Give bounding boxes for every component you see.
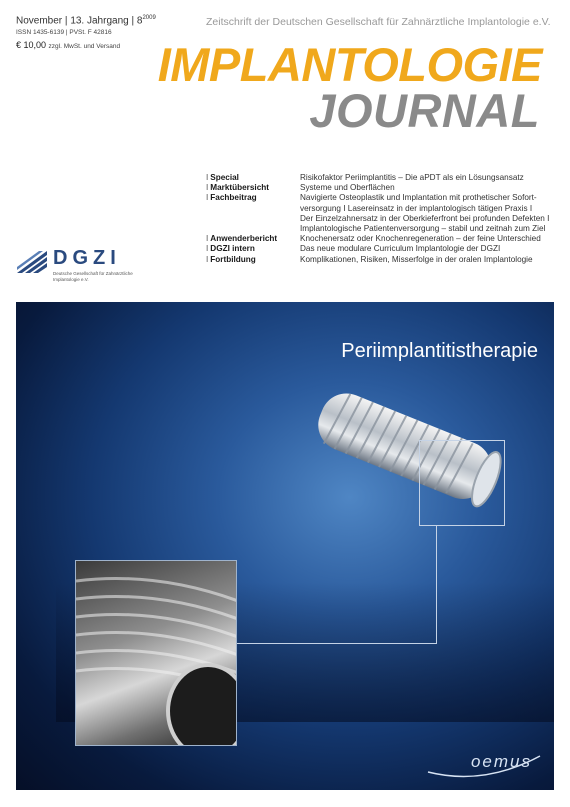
zoom-connector-vertical xyxy=(436,526,437,644)
dgzi-name: DGZI xyxy=(53,247,121,269)
publisher-logo: oemus xyxy=(470,752,532,771)
issue-number: 8 xyxy=(136,15,143,27)
issue-line: November | 13. Jahrgang | $8^{2009}$ xyxy=(16,15,156,27)
implant-thread-closeup-image xyxy=(75,560,237,746)
toc-text: Das neue modulare Curriculum Implantologie der DGZI xyxy=(300,244,501,254)
toc-category: Marktübersicht xyxy=(210,183,269,193)
issn-line: ISSN 1435-6139 | PVSt. F 42816 xyxy=(16,29,112,36)
journal-title-line1: IMPLANTOLOGIE xyxy=(157,38,542,91)
toc-category: Special xyxy=(210,173,239,182)
cover-photo xyxy=(16,302,554,790)
toc-text: Risikofaktor Periimplantitis – Die aPDT als ein Lösungsansatz xyxy=(300,173,524,182)
toc-text: Navigierte Osteoplastik und Implantation mit prothetischer Sofort- versorgung I Lasereinsatz in der implantologisch tätigen Praxis I Der Einzelzahnersatz in der Oberkieferfront bei profunden Defekten I Implantologische Patientenversorgung – stabil und zeitnah zum Ziel xyxy=(300,193,550,234)
journal-subtitle: Zeitschrift der Deutschen Gesellschaft für Zahnärztliche Implantologie e.V. xyxy=(206,16,551,28)
issue-month: November xyxy=(16,15,63,27)
toc-category: Fortbildung xyxy=(210,254,256,264)
toc-text: Systeme und Oberflächen xyxy=(300,183,395,193)
toc-text: Komplikationen, Risiken, Misserfolge in der oralen Implantologie xyxy=(300,254,533,264)
issue-year: 2009 xyxy=(142,15,156,21)
toc-item-special: I Special Risikofaktor Periimplantitis – Die aPDT als ein Lösungsansatz xyxy=(206,173,556,183)
toc-text: Knochenersatz oder Knochenregeneration – der feine Unterschied xyxy=(300,234,541,244)
price-line xyxy=(16,40,120,50)
toc-item-marktuebersicht: I Marktübersicht Systeme und Oberflächen xyxy=(206,183,556,193)
toc-item-fortbildung: I Fortbildung Komplikationen, Risiken, Misserfolge in der oralen Implantologie xyxy=(206,255,556,265)
dgzi-emblem-icon xyxy=(17,251,47,273)
issue-volume: 13. Jahrgang xyxy=(70,15,129,27)
toc-category: DGZI intern xyxy=(210,244,255,254)
cover-title: Periimplantitistherapie xyxy=(341,340,538,362)
zoom-indicator-box xyxy=(419,440,505,526)
toc-item-fachbeitrag: I Fachbeitrag Navigierte Osteoplastik und Implantation mit prothetischer Sofort- versorgung I Lasereinsatz in der implantologisch tätigen Praxis I Der Einzelzahnersatz in der Oberkieferfront bei profunden Defekten I Implantologische Patientenversorgung – stabil und zeitnah zum Ziel xyxy=(206,193,556,234)
toc-item-dgzi-intern: I DGZI intern Das neue modulare Curriculum Implantologie der DGZI xyxy=(206,244,556,254)
table-of-contents xyxy=(206,173,556,265)
dgzi-full-name: Deutsche Gesellschaft für Zahnärztliche Implantologie e.V. xyxy=(53,271,133,282)
zoom-connector-horizontal xyxy=(237,643,437,644)
price-note: zzgl. MwSt. und Versand xyxy=(48,43,121,50)
journal-title-line2: JOURNAL xyxy=(309,84,540,137)
toc-category: Anwenderbericht xyxy=(210,234,278,244)
toc-category: Fachbeitrag xyxy=(210,193,257,203)
toc-item-anwenderbericht: I Anwenderbericht Knochenersatz oder Knochenregeneration – der feine Unterschied xyxy=(206,234,556,244)
price: € 10,00 xyxy=(16,40,47,50)
